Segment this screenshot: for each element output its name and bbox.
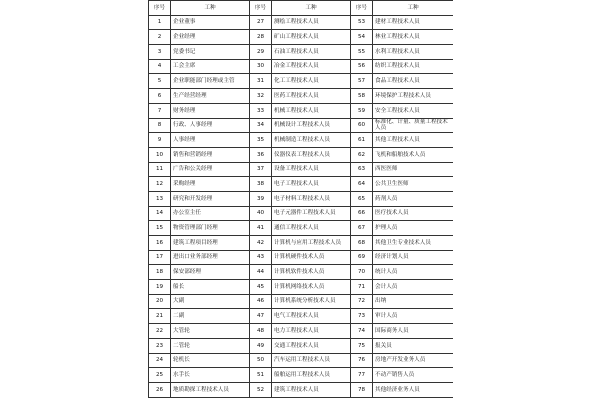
job-type-cell: 进出口业务部经理 — [171, 250, 250, 265]
table-row — [149, 309, 454, 324]
serial-number-cell: 70 — [351, 265, 373, 280]
job-type-cell: 食品工程技术人员 — [373, 74, 454, 89]
serial-number-cell: 68 — [351, 236, 373, 251]
job-type-cell: 审计人员 — [373, 309, 454, 324]
serial-number-cell: 15 — [149, 221, 171, 236]
job-type-cell: 经济计划人员 — [373, 250, 454, 265]
serial-number-cell: 13 — [149, 191, 171, 206]
job-type-cell: 工会主席 — [171, 59, 250, 74]
job-type-cell: 党委书记 — [171, 45, 250, 60]
table-body — [149, 15, 454, 397]
job-type-cell: 林业工程技术人员 — [373, 30, 454, 45]
job-type-cell: 计算机与应用工程技术人员 — [272, 236, 351, 251]
serial-number-cell: 20 — [149, 294, 171, 309]
job-type-cell: 建筑工程技术人员 — [272, 382, 351, 397]
job-type-cell: 计算机系统分析技术人员 — [272, 294, 351, 309]
job-type-cell: 大管轮 — [171, 324, 250, 339]
job-type-cell: 电子元器件工程技术人员 — [272, 206, 351, 221]
serial-number-cell: 9 — [149, 133, 171, 148]
header-job-type-3: 工种 — [373, 1, 454, 16]
serial-number-cell: 60 — [351, 118, 373, 133]
job-type-cell: 机械制造工程技术人员 — [272, 133, 351, 148]
job-type-cell: 汽车运用工程技术人员 — [272, 353, 351, 368]
job-type-cell: 企业职能部门经理或主管 — [171, 74, 250, 89]
job-type-cell: 冶金工程技术人员 — [272, 59, 351, 74]
job-type-cell: 企业经理 — [171, 30, 250, 45]
serial-number-cell: 73 — [351, 309, 373, 324]
table-row — [149, 191, 454, 206]
serial-number-cell: 5 — [149, 74, 171, 89]
serial-number-cell: 26 — [149, 382, 171, 397]
table-row — [149, 221, 454, 236]
serial-number-cell: 56 — [351, 59, 373, 74]
job-type-cell: 西医医师 — [373, 162, 454, 177]
serial-number-cell: 30 — [250, 59, 272, 74]
serial-number-cell: 4 — [149, 59, 171, 74]
serial-number-cell: 52 — [250, 382, 272, 397]
header-serial-number-2: 序号 — [250, 1, 272, 16]
serial-number-cell: 18 — [149, 265, 171, 280]
table-row — [149, 206, 454, 221]
job-type-cell: 生产经营经理 — [171, 89, 250, 104]
serial-number-cell: 11 — [149, 162, 171, 177]
job-type-cell: 护理人员 — [373, 221, 454, 236]
serial-number-cell: 49 — [250, 338, 272, 353]
serial-number-cell: 28 — [250, 30, 272, 45]
serial-number-cell: 78 — [351, 382, 373, 397]
job-type-cell: 船长 — [171, 280, 250, 295]
serial-number-cell: 61 — [351, 133, 373, 148]
job-type-cell: 二副 — [171, 309, 250, 324]
table-row — [149, 133, 454, 148]
job-type-cell: 其他经济业务人员 — [373, 382, 454, 397]
job-type-cell: 电力工程技术人员 — [272, 324, 351, 339]
serial-number-cell: 54 — [351, 30, 373, 45]
job-type-cell: 电气工程技术人员 — [272, 309, 351, 324]
serial-number-cell: 1 — [149, 15, 171, 30]
serial-number-cell: 55 — [351, 45, 373, 60]
job-type-cell: 会计人员 — [373, 280, 454, 295]
serial-number-cell: 77 — [351, 368, 373, 383]
serial-number-cell: 51 — [250, 368, 272, 383]
table-row — [149, 324, 454, 339]
job-type-cell: 交通工程技术人员 — [272, 338, 351, 353]
serial-number-cell: 46 — [250, 294, 272, 309]
serial-number-cell: 40 — [250, 206, 272, 221]
table-row — [149, 89, 454, 104]
serial-number-cell: 21 — [149, 309, 171, 324]
job-type-cell: 医药工程技术人员 — [272, 89, 351, 104]
job-type-cell: 研究和开发经理 — [171, 191, 250, 206]
serial-number-cell: 50 — [250, 353, 272, 368]
serial-number-cell: 35 — [250, 133, 272, 148]
serial-number-cell: 62 — [351, 147, 373, 162]
header-serial-number-1: 序号 — [149, 1, 171, 16]
job-type-cell: 标准化、计量、质量工程技术人员 — [373, 118, 454, 133]
serial-number-cell: 32 — [250, 89, 272, 104]
serial-number-cell: 58 — [351, 89, 373, 104]
table-row — [149, 353, 454, 368]
serial-number-cell: 22 — [149, 324, 171, 339]
serial-number-cell: 45 — [250, 280, 272, 295]
table-row — [149, 177, 454, 192]
job-type-cell: 销售和营销经理 — [171, 147, 250, 162]
job-type-cell: 行政、人事经理 — [171, 118, 250, 133]
job-type-cell: 办公室主任 — [171, 206, 250, 221]
job-type-cell: 计算机硬件技术人员 — [272, 250, 351, 265]
job-type-cell: 建材工程技术人员 — [373, 15, 454, 30]
serial-number-cell: 2 — [149, 30, 171, 45]
serial-number-cell: 19 — [149, 280, 171, 295]
serial-number-cell: 25 — [149, 368, 171, 383]
table-row — [149, 118, 454, 133]
serial-number-cell: 38 — [250, 177, 272, 192]
job-type-cell: 船舶运用工程技术人员 — [272, 368, 351, 383]
job-type-cell: 医疗技术人员 — [373, 206, 454, 221]
table-row — [149, 59, 454, 74]
serial-number-cell: 34 — [250, 118, 272, 133]
table-row — [149, 74, 454, 89]
job-type-cell: 药剂人员 — [373, 191, 454, 206]
serial-number-cell: 44 — [250, 265, 272, 280]
serial-number-cell: 39 — [250, 191, 272, 206]
serial-number-cell: 59 — [351, 103, 373, 118]
job-type-cell: 电子工程技术人员 — [272, 177, 351, 192]
serial-number-cell: 47 — [250, 309, 272, 324]
serial-number-cell: 33 — [250, 103, 272, 118]
table-row — [149, 236, 454, 251]
job-type-cell: 轮机长 — [171, 353, 250, 368]
occupation-table — [148, 0, 453, 398]
header-job-type-1: 工种 — [171, 1, 250, 16]
serial-number-cell: 8 — [149, 118, 171, 133]
serial-number-cell: 17 — [149, 250, 171, 265]
table-row — [149, 45, 454, 60]
job-type-cell: 物资管理部门经理 — [171, 221, 250, 236]
serial-number-cell: 66 — [351, 206, 373, 221]
serial-number-cell: 48 — [250, 324, 272, 339]
job-type-cell: 其他卫生专业技术人员 — [373, 236, 454, 251]
job-type-cell: 房地产开发业务人员 — [373, 353, 454, 368]
job-type-cell: 机械设计工程技术人员 — [272, 118, 351, 133]
job-type-cell: 二管轮 — [171, 338, 250, 353]
job-type-cell: 设备工程技术人员 — [272, 162, 351, 177]
table-row — [149, 103, 454, 118]
job-type-cell: 其他工程技术人员 — [373, 133, 454, 148]
serial-number-cell: 42 — [250, 236, 272, 251]
serial-number-cell: 63 — [351, 162, 373, 177]
job-type-cell: 安全工程技术人员 — [373, 103, 454, 118]
table-row — [149, 265, 454, 280]
job-type-cell: 测绘工程技术人员 — [272, 15, 351, 30]
serial-number-cell: 6 — [149, 89, 171, 104]
job-type-cell: 通信工程技术人员 — [272, 221, 351, 236]
header-job-type-2: 工种 — [272, 1, 351, 16]
serial-number-cell: 72 — [351, 294, 373, 309]
serial-number-cell: 37 — [250, 162, 272, 177]
serial-number-cell: 36 — [250, 147, 272, 162]
serial-number-cell: 57 — [351, 74, 373, 89]
serial-number-cell: 74 — [351, 324, 373, 339]
serial-number-cell: 65 — [351, 191, 373, 206]
job-type-cell: 建筑工程项目经理 — [171, 236, 250, 251]
serial-number-cell: 75 — [351, 338, 373, 353]
serial-number-cell: 64 — [351, 177, 373, 192]
serial-number-cell: 27 — [250, 15, 272, 30]
job-type-cell: 报关员 — [373, 338, 454, 353]
serial-number-cell: 53 — [351, 15, 373, 30]
job-type-cell: 水利工程技术人员 — [373, 45, 454, 60]
job-type-cell: 人事经理 — [171, 133, 250, 148]
table-row — [149, 15, 454, 30]
job-type-cell: 水手长 — [171, 368, 250, 383]
job-type-cell: 统计人员 — [373, 265, 454, 280]
serial-number-cell: 23 — [149, 338, 171, 353]
table-row — [149, 250, 454, 265]
job-type-cell: 环境保护工程技术人员 — [373, 89, 454, 104]
serial-number-cell: 14 — [149, 206, 171, 221]
header-row — [149, 1, 454, 16]
job-type-cell: 飞机和船舶技术人员 — [373, 147, 454, 162]
job-type-cell: 广告和公关经理 — [171, 162, 250, 177]
table-row — [149, 147, 454, 162]
job-type-cell: 大副 — [171, 294, 250, 309]
serial-number-cell: 3 — [149, 45, 171, 60]
serial-number-cell: 69 — [351, 250, 373, 265]
serial-number-cell: 41 — [250, 221, 272, 236]
table-row — [149, 368, 454, 383]
serial-number-cell: 24 — [149, 353, 171, 368]
serial-number-cell: 10 — [149, 147, 171, 162]
serial-number-cell: 43 — [250, 250, 272, 265]
job-type-cell: 纺织工程技术人员 — [373, 59, 454, 74]
job-type-cell: 地质勘探工程技术人员 — [171, 382, 250, 397]
table-row — [149, 30, 454, 45]
serial-number-cell: 67 — [351, 221, 373, 236]
table-row — [149, 382, 454, 397]
serial-number-cell: 16 — [149, 236, 171, 251]
serial-number-cell: 29 — [250, 45, 272, 60]
job-type-cell: 保安部经理 — [171, 265, 250, 280]
job-type-cell: 财务经理 — [171, 103, 250, 118]
job-type-cell: 电子材料工程技术人员 — [272, 191, 351, 206]
table-row — [149, 280, 454, 295]
job-type-cell: 企业董事 — [171, 15, 250, 30]
job-type-cell: 国际商务人员 — [373, 324, 454, 339]
job-type-cell: 计算机网络技术人员 — [272, 280, 351, 295]
serial-number-cell: 31 — [250, 74, 272, 89]
job-type-cell: 仪器仪表工程技术人员 — [272, 147, 351, 162]
job-type-cell: 机械工程技术人员 — [272, 103, 351, 118]
job-type-cell: 公共卫生医师 — [373, 177, 454, 192]
table-row — [149, 294, 454, 309]
serial-number-cell: 7 — [149, 103, 171, 118]
job-type-cell: 化工工程技术人员 — [272, 74, 351, 89]
header-serial-number-3: 序号 — [351, 1, 373, 16]
job-type-cell: 矿山工程技术人员 — [272, 30, 351, 45]
job-type-cell: 计算机软件技术人员 — [272, 265, 351, 280]
table-row — [149, 338, 454, 353]
serial-number-cell: 12 — [149, 177, 171, 192]
job-type-cell: 不动产销售人员 — [373, 368, 454, 383]
job-type-cell: 出纳 — [373, 294, 454, 309]
job-type-cell: 石油工程技术人员 — [272, 45, 351, 60]
table-row — [149, 162, 454, 177]
occupation-table-sheet — [148, 0, 453, 400]
serial-number-cell: 71 — [351, 280, 373, 295]
serial-number-cell: 76 — [351, 353, 373, 368]
job-type-cell: 采购经理 — [171, 177, 250, 192]
